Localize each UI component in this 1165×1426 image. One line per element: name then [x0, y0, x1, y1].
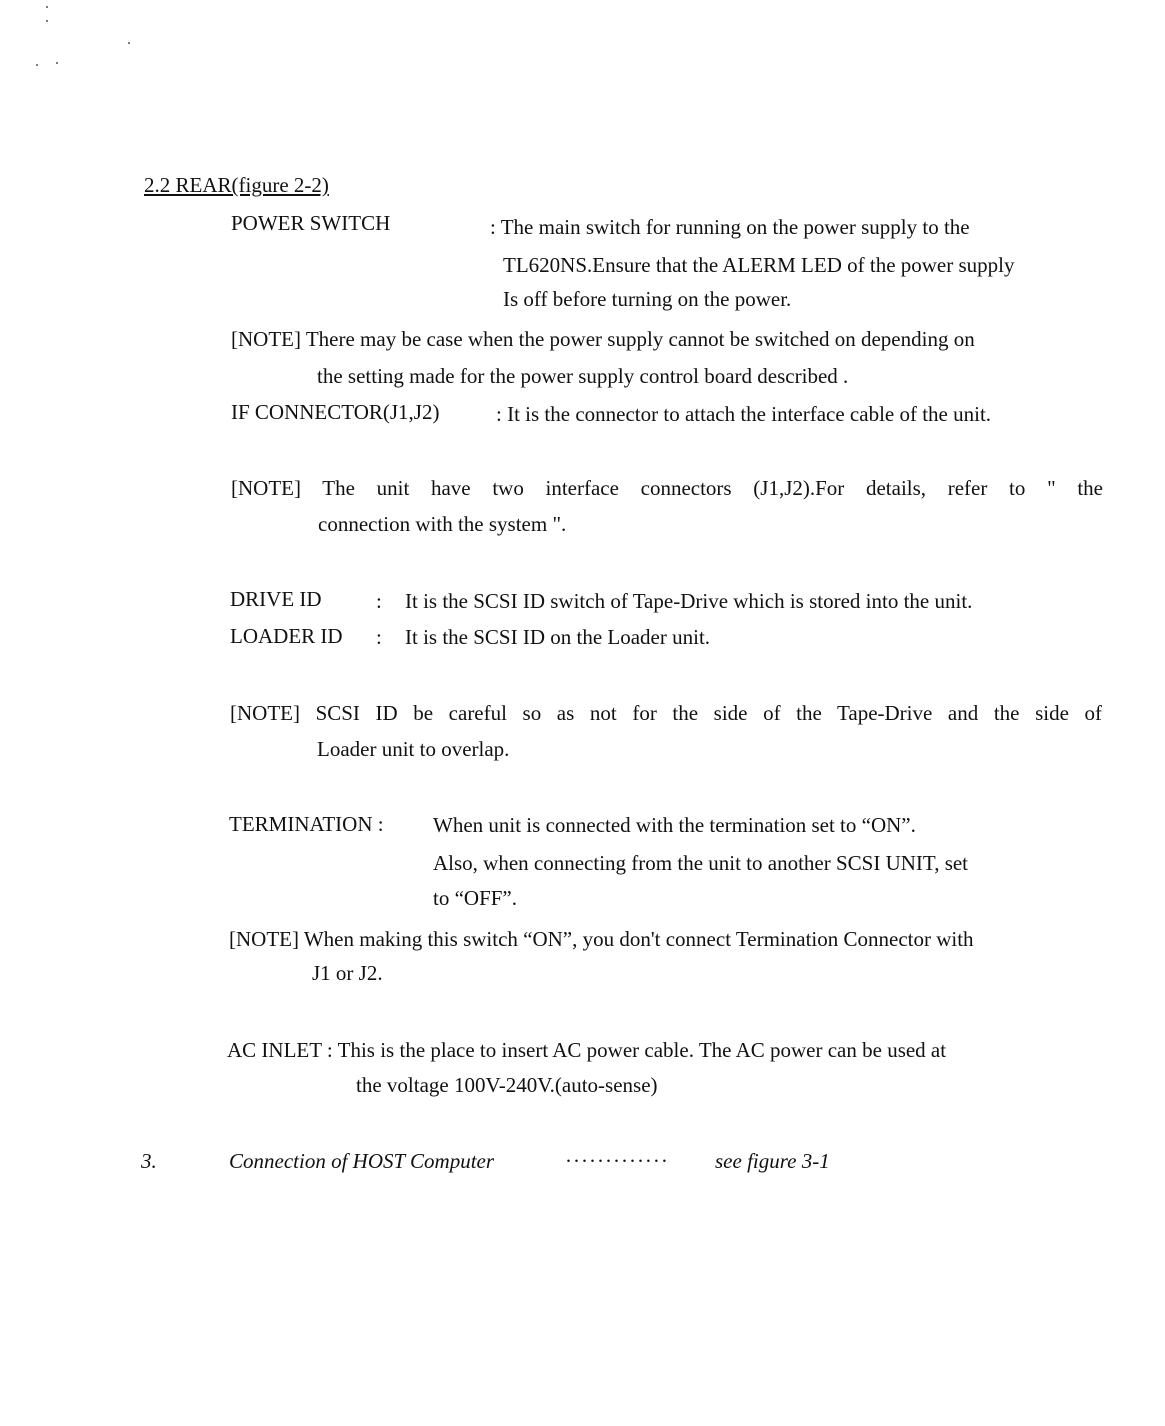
- scan-speck: [36, 64, 38, 66]
- loader-id-text: It is the SCSI ID on the Loader unit.: [405, 625, 711, 649]
- loader-id-label: LOADER ID: [230, 624, 343, 648]
- chapter-figure-reference: see figure 3-1: [715, 1149, 830, 1173]
- note-scsi-line-2: Loader unit to overlap.: [317, 737, 510, 761]
- drive-id-colon: :: [376, 589, 382, 613]
- scan-speck: [46, 20, 48, 22]
- note-termination-line-1: [NOTE] When making this switch “ON”, you don't connect Termination Connector with: [229, 927, 974, 951]
- ac-inlet-line-1: AC INLET : This is the place to insert AC power cable. The AC power can be used at: [227, 1038, 947, 1062]
- if-connector-label: IF CONNECTOR(J1,J2): [231, 400, 440, 424]
- note-interface-line-2: connection with the system ".: [318, 512, 567, 536]
- loader-id-colon: :: [376, 625, 382, 649]
- if-connector-text: : It is the connector to attach the interface cable of the unit.: [496, 402, 992, 426]
- chapter-leader-dots: ·············: [565, 1149, 669, 1173]
- termination-text-3: to “OFF”.: [433, 886, 517, 910]
- note-scsi-line-1: [NOTE] SCSI ID be careful so as not for the side of the Tape-Drive and the side of: [230, 701, 1102, 725]
- chapter-number: 3.: [141, 1149, 157, 1173]
- drive-id-text: It is the SCSI ID switch of Tape-Drive which is stored into the unit.: [405, 589, 973, 613]
- scan-speck: [56, 62, 58, 64]
- drive-id-label: DRIVE ID: [230, 587, 322, 611]
- power-switch-text-1: : The main switch for running on the power supply to the: [490, 215, 970, 239]
- section-heading: 2.2 REAR(figure 2-2): [144, 173, 329, 197]
- note-interface-line-1: [NOTE] The unit have two interface connectors (J1,J2).For details, refer to " the: [231, 476, 1103, 500]
- note-termination-line-2: J1 or J2.: [312, 961, 383, 985]
- termination-text-1: When unit is connected with the termination set to “ON”.: [433, 813, 916, 837]
- scan-speck: [46, 6, 48, 8]
- note-power-line-1: [NOTE] There may be case when the power supply cannot be switched on depending on: [231, 327, 975, 351]
- ac-inlet-line-2: the voltage 100V-240V.(auto-sense): [356, 1073, 658, 1097]
- chapter-title: Connection of HOST Computer: [229, 1149, 495, 1173]
- note-power-line-2: the setting made for the power supply control board described .: [317, 364, 849, 388]
- scan-speck: [128, 42, 130, 44]
- termination-label: TERMINATION :: [229, 812, 384, 836]
- power-switch-text-3: Is off before turning on the power.: [503, 287, 792, 311]
- power-switch-text-2: TL620NS.Ensure that the ALERM LED of the power supply: [503, 253, 1015, 277]
- termination-text-2: Also, when connecting from the unit to another SCSI UNIT, set: [433, 851, 969, 875]
- power-switch-label: POWER SWITCH: [231, 211, 391, 235]
